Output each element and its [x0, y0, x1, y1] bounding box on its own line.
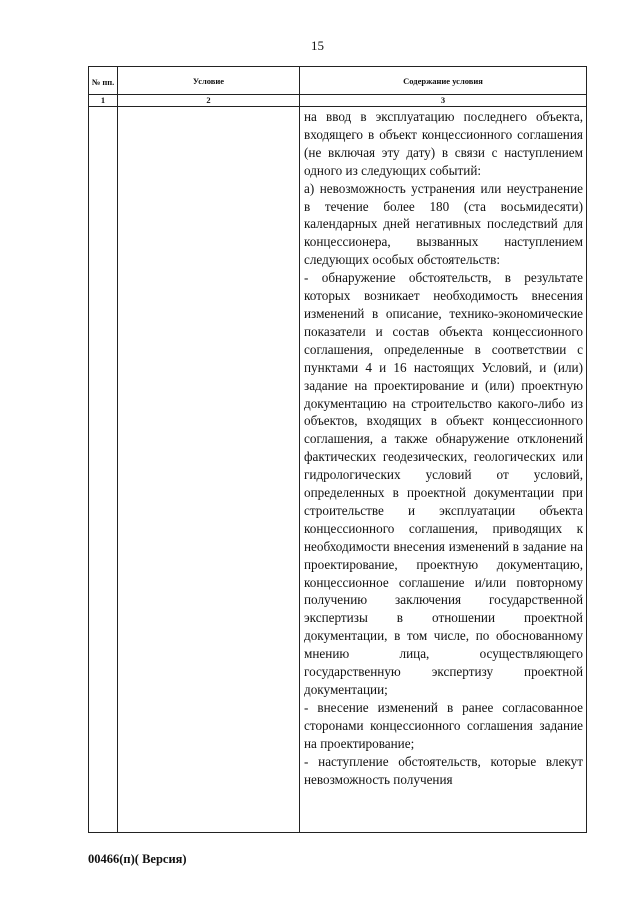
header-content: Содержание условия — [300, 67, 587, 95]
row-condition-cell — [118, 107, 300, 833]
index-cell-1: 1 — [89, 95, 118, 107]
document-code: 00466(п)( Версия) — [88, 852, 187, 866]
conditions-table — [88, 66, 587, 833]
page-number: 15 — [311, 38, 324, 53]
content-paragraph: а) невозможность устранения или неустранение в течение более 180 (ста восьмидесяти) календарных дней негативных последствий для концессионера, вызванных наступлением следующих особых обстоятельств: — [304, 180, 583, 268]
table-header-row — [89, 67, 587, 95]
table-row — [89, 107, 587, 833]
index-cell-2: 2 — [118, 95, 300, 107]
content-paragraph: - обнаружение обстоятельств, в результате которых возникает необходимость внесения изменений в описание, технико-экономические показатели и состав объекта концессионного соглашения, определенные в соответствии с пунктами 4 и 16 настоящих Условий, и (или) задание на проектирование и (или) проектную документацию на строительство какого-либо из объектов, входящих в объект концессионного соглашения, а также обнаружение отклонений фактических геодезических, геологических или гидрологических условий от условий, определенных в проектной документации при строительстве и эксплуатации объекта концессионного соглашения, приводящих к необходимости внесения изменений в задание на проектирование, проектную документацию, концессионное соглашение и/или повторному получению заключения государственной экспертизы в отношении проектной документации, в том числе, по обоснованному мнению лица, осуществляющего государственную экспертизу проектной документации; — [304, 270, 583, 697]
row-content-cell — [300, 107, 587, 833]
index-cell-3: 3 — [300, 95, 587, 107]
header-num: № пп. — [89, 67, 118, 95]
content-paragraph: на ввод в эксплуатацию последнего объекта, входящего в объект концессионного соглашения (не включая эту дату) в связи с наступлением одного из следующих событий: — [304, 109, 583, 178]
header-condition: Условие — [118, 67, 300, 95]
table-index-row — [89, 95, 587, 107]
content-paragraph: - наступление обстоятельств, которые влекут невозможность получения — [304, 753, 583, 787]
content-paragraph: - внесение изменений в ранее согласованное сторонами концессионного соглашения задание на проектирование; — [304, 699, 583, 751]
row-num-cell — [89, 107, 118, 833]
